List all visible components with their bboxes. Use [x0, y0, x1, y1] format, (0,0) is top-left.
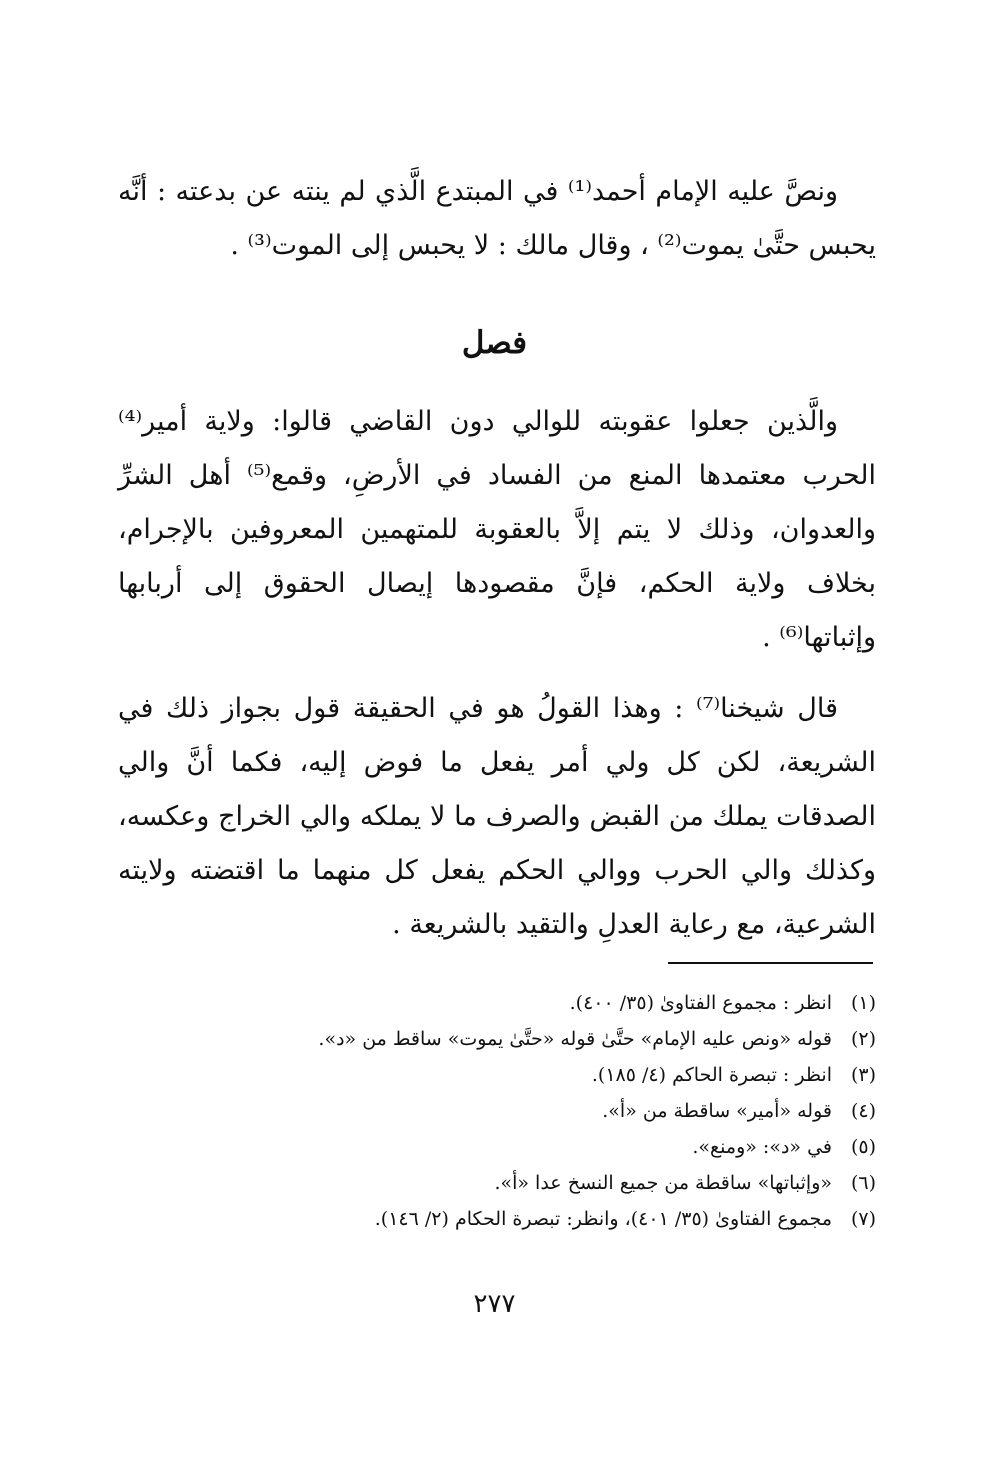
footnote-item: [150, 1165, 876, 1201]
footnote-item: [150, 1129, 876, 1165]
footnote-number: (٤): [850, 1100, 876, 1122]
footnote-text: مجموع الفتاوىٰ (٣٥/ ٤٠١)، وانظر: تبصرة الحكام (٢/ ١٤٦).: [374, 1208, 832, 1230]
footnote-text: قوله «أمير» ساقطة من «أ».: [602, 1100, 832, 1122]
paragraph-block-2: [118, 395, 876, 665]
footnote-number: (٢): [850, 1028, 876, 1050]
page-number: ٢٧٧: [473, 1289, 516, 1319]
footnote-item: [150, 1093, 876, 1129]
paragraph-3: قال شيخنا⁽⁷⁾ : وهذا القولُ هو في الحقيقة قول بجواز ذلك في الشريعة، لكن كل ولي أمر يفعل ما فوض إليه، فكما أنَّ والي الصدقات يملك من القبض والصرف ما لا يملكه والي الخراج وعكسه، وكذلك والي الحرب ووالي الحكم يفعل كل منهما ما اقتضته ولايته الشرعية، مع رعاية العدلِ والتقيد بالشريعة .: [118, 693, 876, 940]
footnote-number: (٥): [850, 1136, 876, 1158]
footnote-text: قوله «ونص عليه الإمام» حتَّىٰ قوله «حتَّىٰ يموت» ساقط من «د».: [318, 1028, 832, 1050]
footnote-number: (٦): [850, 1172, 876, 1194]
paragraph-block-3: [118, 682, 876, 952]
footnote-number: (٧): [850, 1208, 876, 1230]
footnote-text: «وإثباتها» ساقطة من جميع النسخ عدا «أ».: [494, 1172, 832, 1194]
footnote-text: في «د»: «ومنع».: [692, 1136, 832, 1158]
footnote-number: (١): [850, 992, 876, 1014]
footnote-item: [150, 1021, 876, 1057]
footnote-text: انظر : تبصرة الحاكم (٤/ ١٨٥).: [591, 1064, 832, 1086]
footnote-item: [150, 985, 876, 1021]
paragraph-2: والَّذين جعلوا عقوبته للوالي دون القاضي قالوا: ولاية أمير⁽⁴⁾ الحرب معتمدها المنع من الفساد في الأرضِ، وقمع⁽⁵⁾ أهل الشرِّ والعدوان، وذلك لا يتم إلاَّ بالعقوبة للمتهمين المعروفين بالإجرام، بخلاف ولاية الحكم، فإنَّ مقصودها إيصال الحقوق إلى أربابها وإثباتها⁽⁶⁾ .: [118, 406, 876, 653]
footnote-item: [150, 1201, 876, 1237]
section-heading: فصل: [461, 325, 528, 361]
paragraph-1: ونصَّ عليه الإمام أحمد⁽¹⁾ في المبتدع الَّذي لم ينته عن بدعته : أنَّه يحبس حتَّىٰ يموت⁽²⁾ ، وقال مالك : لا يحبس إلى الموت⁽³⁾ .: [118, 176, 876, 261]
footnote-item: [150, 1057, 876, 1093]
paragraph-block-1: [118, 165, 876, 273]
footnotes-list: [150, 985, 876, 1237]
footnote-text: انظر : مجموع الفتاوىٰ (٣٥/ ٤٠٠).: [569, 992, 832, 1014]
footnote-number: (٣): [850, 1064, 876, 1086]
footnote-divider: [668, 962, 873, 964]
